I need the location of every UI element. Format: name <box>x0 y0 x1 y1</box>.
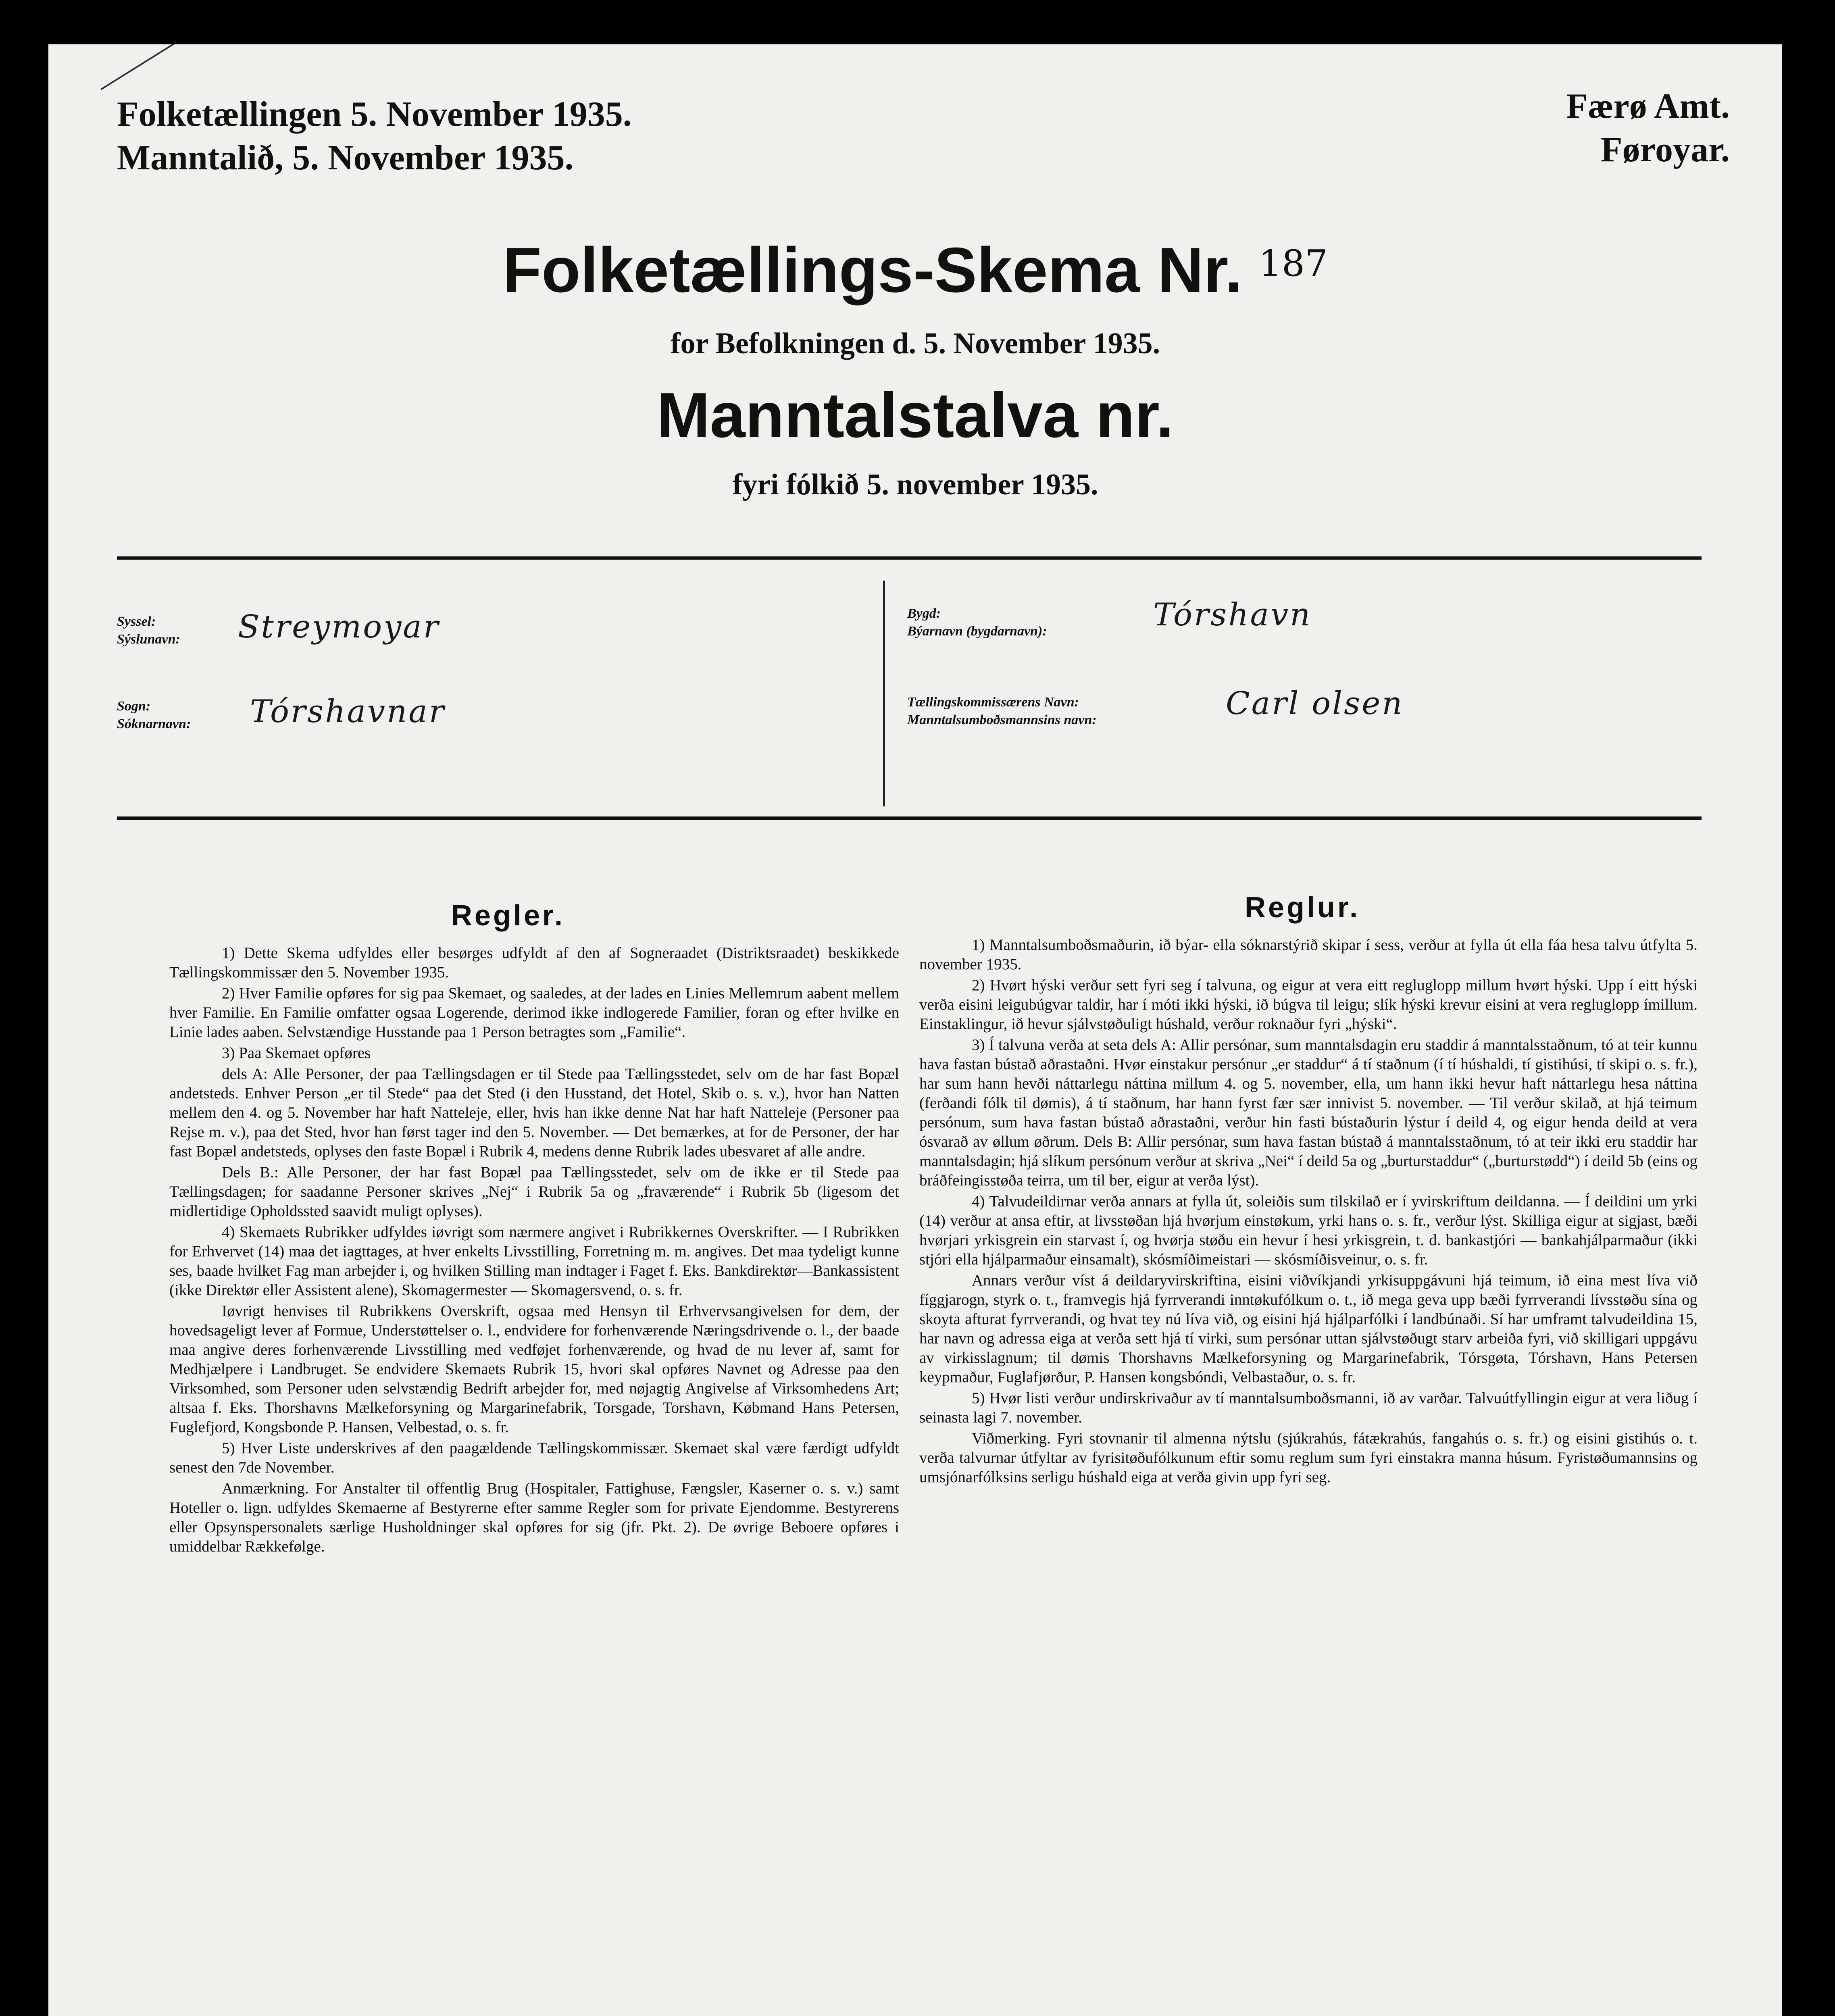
reglur-p1: 1) Manntalsumboðsmaðurin, ið býar- ella sóknarstýrið skipar í sess, verður at fylla út ella fáa hesa talvu útfylta 5. november 1935. <box>919 936 1698 973</box>
reglur-p6: Viðmerking. Fyri stovnanir til almenna nýtslu (sjúkrahús, fátækrahús, fangahús o. s. fr.) og eisini gistihús o. t. verða talvurnar útfyltar av fyrisitøðufólkunum eftir somu reglum sum fyri einstakra manna húsum. Fyristøðumannsins og umsjónarfólksins serligu húshald eiga at verða givin upp fyri seg. <box>919 1430 1698 1486</box>
regler-p3: 3) Paa Skemaet opføres <box>222 1044 371 1062</box>
form-number: 187 <box>1258 242 1328 285</box>
reglur-p2: 2) Hvørt hýski verður sett fyri seg í talvuna, og eigur at vera eitt regluglopp millum hvørt hýski. Upp í eitt hýski verða eisini leigubúgvar taldir, har í móti ikki hýski, ið búgva til leigu; slík hýski krevur eisini at vera regluglopp ímillum. Einstaklingur, ið hevur sjálvstøðuligt húshald, verður roknaður fyri „hýski“. <box>919 977 1698 1033</box>
reglur-p5: 5) Hvør listi verður undirskrivaður av tí manntalsumboðsmanni, ið av varðar. Talvuútfyllingin eigur at vera liðug í seinasta lagi 7. november. <box>919 1389 1698 1426</box>
regler-heading: Regler. <box>451 900 565 932</box>
mid-divider <box>117 816 1702 820</box>
header-left <box>117 93 632 180</box>
reglur-p4: 4) Talvudeildirnar verða annars at fylla út, soleiðis sum tilskilað er í yvirskriftum deildanna. — Í deildini um yrki (14) verður at ansa eftir, at livsstøðan hjá hvørjum einstøkum, yrki hans o. s. fr., verður lýst. Skilliga eigur at sigjast, bæði hvørjari yrkisgrein ein starvast í, og hvørja støðu ein hevur í hesi yrkisgrein, t. d. bankastjóri — bankahjálparmaður (ikki stjóri ella hjálparmaður einsamalt), skósmíðimeistari — skósmíðisveinur, o. s. fr. <box>919 1193 1698 1268</box>
header-left-line2: Manntalið, 5. November 1935. <box>117 138 574 177</box>
top-divider <box>117 556 1702 560</box>
syssel-label: Syssel: Sýslunavn: <box>117 614 180 647</box>
form-subtitle-danish: for Befolkningen d. 5. November 1935. <box>670 327 1160 360</box>
regler-p5: 5) Hver Liste underskrives af den paagældende Tællingskommissær. Skemaet skal være færdigt udfyldt senest den 7de November. <box>169 1439 899 1476</box>
regler-p4: 4) Skemaets Rubrikker udfyldes iøvrigt som nærmere angivet i Rubrikkernes Overskrifter. — I Rubrikken for Erhvervet (14) maa det iagttages, at hver enkelts Livsstilling, Forretning m. m. angives. Det maa tydeligt kunne ses, baade hvilket Fag man arbejder i, og hvilken Stilling man indtager i Faget f. Eks. Bankdirektør—Bankassistent (ikke Direktør eller Assistent alene), Skomagermester — Skomagersvend, o. s. fr. <box>169 1223 899 1299</box>
census-form-sheet <box>48 44 1782 2016</box>
regler-text <box>169 943 899 1558</box>
regler-p4b: Iøvrigt henvises til Rubrikkens Overskrift, ogsaa med Hensyn til Erhvervsangivelsen for dem, der hovedsageligt lever af Formue, Understøttelser o. l., endvidere for forhenværende Næringsdrivende o. l., der baade maa angive deres forhenværende Livsstilling med vedføjet forhenværende, og hvad de nu lever af, samt for Medhjælpere i Landbruget. Se endvidere Skemaets Rubrik 15, hvori skal opføres Navnet og Adresse paa den Virksomhed, som Personer uden selvstændig Bedrift arbejder for, med nøjagtig Angivelse af Virksomhedens Art; altsaa f. Eks. Thorshavns Mælkeforsyning og Margarinefabrik, Torsgade, Torshavn, Købmand Hans Petersen, Fuglefjord, Kongsbonde P. Hansen, Velbestad, o. s. fr. <box>169 1302 899 1436</box>
regler-p1: 1) Dette Skema udfyldes eller besørges udfyldt af den af Sogneraadet (Distriktsraadet) beskikkede Tællingskommissær den 5. November 1935. <box>169 944 899 981</box>
sogn-label: Sogn: Sóknarnavn: <box>117 699 191 731</box>
form-subtitle-faroese: fyri fólkið 5. november 1935. <box>732 468 1098 501</box>
corner-mark <box>100 44 190 90</box>
reglur-heading: Reglur. <box>1244 891 1360 924</box>
form-title <box>48 234 1782 307</box>
field-divider <box>883 581 885 806</box>
header-right-line2: Føroyar. <box>1600 130 1730 169</box>
form-title-text: Folketællings-Skema Nr. <box>502 235 1243 306</box>
bygd-label: Bygd: Býarnavn (bygdarnavn): <box>907 606 1047 639</box>
bygd-value: Tórshavn <box>1153 597 1312 633</box>
kommissaer-label: Tællingskommissærens Navn: Manntalsumboðsmannsins navn: <box>907 695 1097 727</box>
header-right-line1: Færø Amt. <box>1566 87 1730 126</box>
reglur-p3a: 3) Í talvuna verða at seta dels A: Allir persónar, sum manntalsdagin eru staddir á manntalsstaðnum, tó at teir kunnu hava fastan bústað aðrastaðni. Hvør einstakur persónur „er staddur“ á tí staðnum (í tí húshaldi, tí gistihúsi, tí skipi o. s. fr.), har sum hann hevði náttarlegu náttina millum 4. og 5. november, ella, um hann ikki hevur haft náttarlegu hesa náttina (ferðandi fólk til dømis), á tí staðnum, har hann fyrst fær sær innivist 5. november. — Til verður skilað, at hjá teimum persónum, sum hava fastan bústað aðrastaðni, verður hin fasti bústaðurin lýstur í deild 4, og eigur henda deild at vera ósvarað av øllum øðrum. Dels B: Allir persónar, sum hava fastan bústað á manntalsstaðnum, tó at teir ikki eru staddir har manntalsdagin; hjá slíkum persónum verður at skriva „Nei“ í deild 5a og „burturstaddur“ („burturstødd“) í deild 5b (eins og bráðfeingisstøða teirra, um til ber, eigur at verða lýst). <box>919 1036 1698 1189</box>
reglur-text <box>919 935 1698 1489</box>
regler-p3a: dels A: Alle Personer, der paa Tællingsdagen er til Stede paa Tællingsstedet, selv om de har fast Bopæl andetsteds. Enhver Person „er til Stede“ paa det Sted (i den Husstand, det Hotel, Skib o. s. v.), hvor han Natten mellem den 4. og 5. November har haft Natteleje, eller, hvis han ikke denne Nat har haft Natteleje (Personer paa Rejse m. v.), paa det Sted, hvor han først tager ind den 5. November. — Det bemærkes, at for de Personer, der har fast Bopæl andetsteds, oplyses den faste Bopæl i Rubrik 4, medens denne Rubrik lades ubesvaret af alle andre. <box>169 1065 899 1160</box>
header-right <box>1566 85 1730 172</box>
reglur-p4b: Annars verður víst á deildaryvirskriftina, eisini viðvíkjandi yrkisuppgávuni hjá teimum, ið eina mest líva við fíggjarogn, styrk o. t., framvegis hjá fyrrverandi inntøkufólkum o. t., ið mega geva upp bæði fyrrverandi lívsstøðu sína og skoyta afturat fyrrverandi, og hvat tey nú líva við, og eisini hjá hjálparfólki í landbúnaði. Sí har umframt talvudeildina 15, har navn og adressa eiga at verða sett hjá tí virki, sum persónar uttan sjálvstøðugt starv arbeiða fyri, við skilligari uppgávu av virkisslagnum; til dømis Thorshavns Mælkeforsyning og Margarinefabrik, Tórsgøta, Tórshavn, Hans Petersen keypmaður, Fuglafjørður, P. Hansen kongsbóndi, Velbastaður, o. s. fr. <box>919 1272 1698 1386</box>
regler-p3b: Dels B.: Alle Personer, der har fast Bopæl paa Tællingsstedet, selv om de ikke er til Stede paa Tællingsdagen; for saadanne Personer skrives „Nej“ i Rubrik 5a og „fraværende“ i Rubrik 5b (ligesom det midlertidige Opholdssted saavidt muligt oplyses). <box>169 1164 899 1220</box>
kommissaer-value: Carl olsen <box>1226 685 1404 722</box>
sogn-value: Tórshavnar <box>250 694 446 730</box>
syssel-value: Streymoyar <box>238 609 440 645</box>
regler-p6: Anmærkning. For Anstalter til offentlig Brug (Hospitaler, Fattighuse, Fængsler, Kaserner o. s. v.) samt Hoteller o. lign. udfyldes Skemaerne af Bestyrerne efter samme Regler som for private Ejendomme. Bestyrerens eller Opsynspersonalets særlige Husholdninger skal opføres for sig (jfr. Pkt. 2). De øvrige Beboere opføres i umiddelbar Rækkefølge. <box>169 1480 899 1555</box>
regler-p2: 2) Hver Familie opføres for sig paa Skemaet, og saaledes, at der lades en Linies Mellemrum aabent mellem hver Familie. En Familie omfatter ogsaa Logerende, derimod ikke indlogerede Familier, foran og efter hvilke en Linie lades aaben. Selvstændige Husstande paa 1 Person betragtes som „Familie“. <box>169 985 899 1041</box>
header-left-line1: Folketællingen 5. November 1935. <box>117 95 632 134</box>
form-title-faroese: Manntalstalva nr. <box>657 380 1174 451</box>
